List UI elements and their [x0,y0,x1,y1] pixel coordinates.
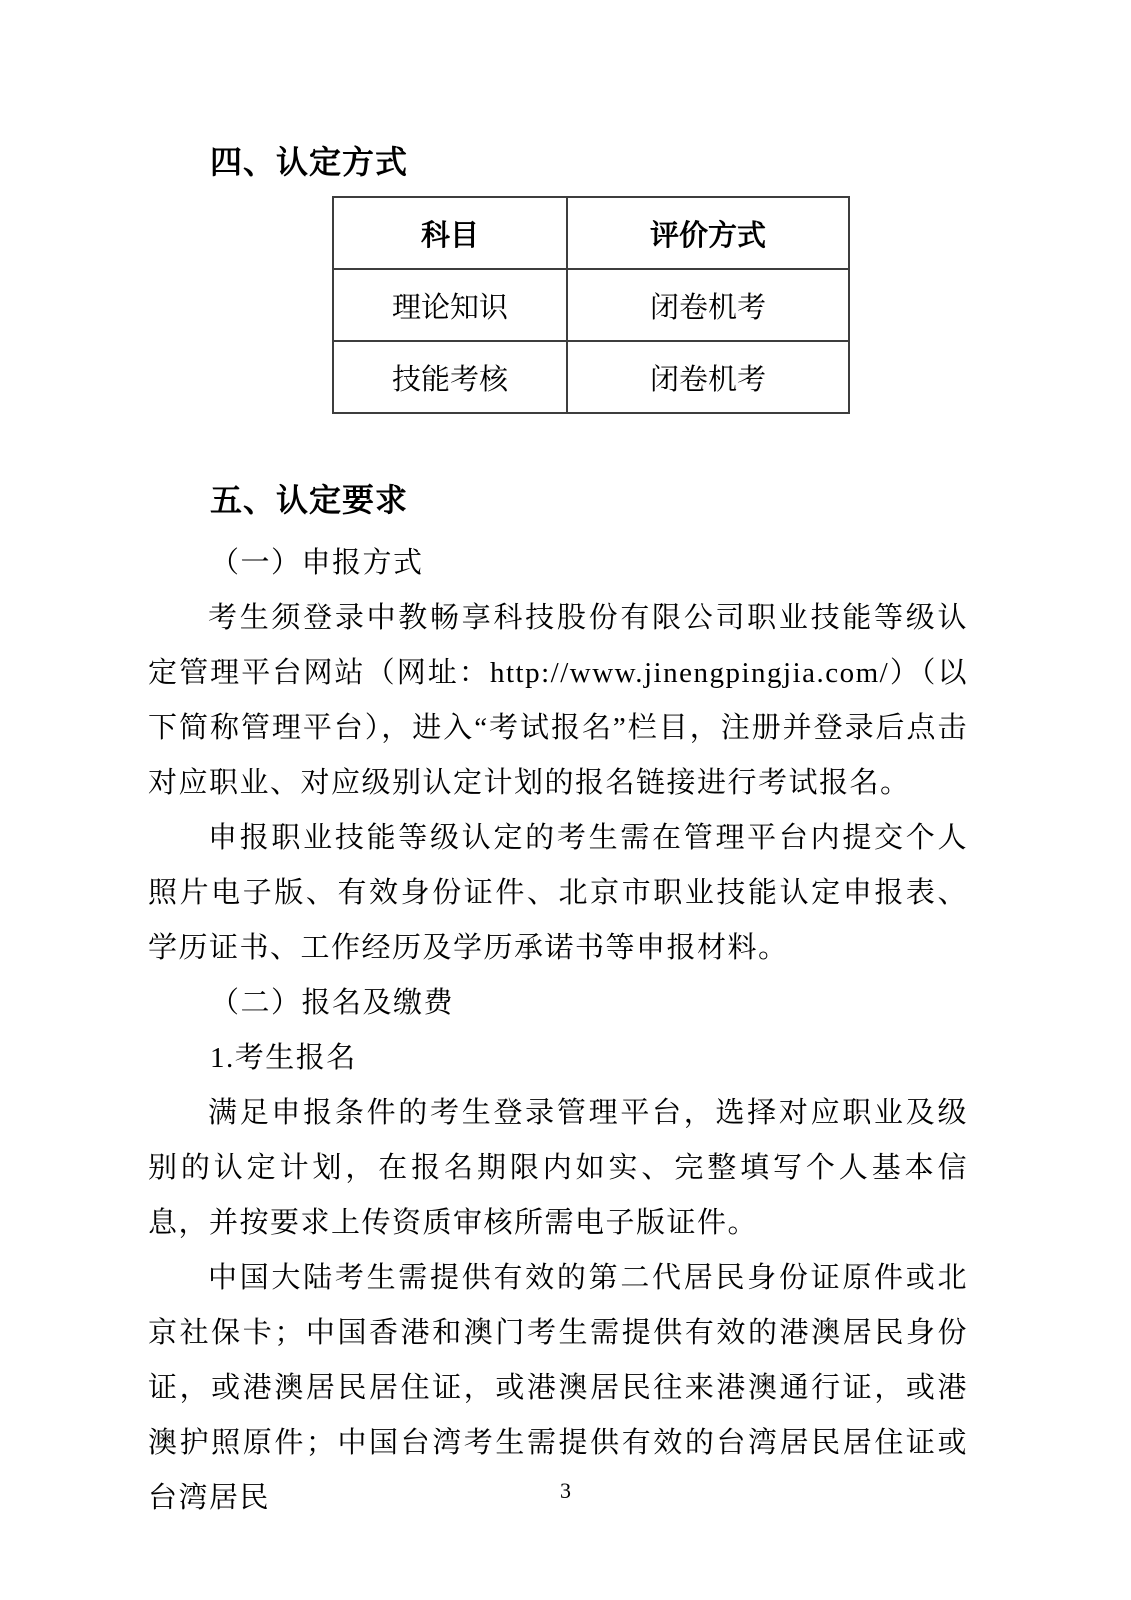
table-header-row [333,197,849,269]
table-cell-subject-2: 技能考核 [333,341,567,413]
paragraph-application-materials: 申报职业技能等级认定的考生需在管理平台内提交个人照片电子版、有效身份证件、北京市职业技能认定申报表、学历证书、工作经历及学历承诺书等申报材料。 [148,822,968,964]
table-header-evaluation-method: 评价方式 [567,197,849,269]
item-1-heading: 1.考生报名 [210,1042,357,1074]
table-row [333,341,849,413]
assessment-method-table [332,196,850,414]
paragraph-id-requirements: 中国大陆考生需提供有效的第二代居民身份证原件或北京社保卡；中国香港和澳门考生需提供有效的港澳居民身份证，或港澳居民居住证，或港澳居民往来港澳通行证，或港澳护照原件；中国台湾考生需提供有效的台湾居民居住证或台湾居民 [148,1262,968,1514]
table-cell-method-1: 闭卷机考 [567,269,849,341]
table-cell-subject-1: 理论知识 [333,269,567,341]
section-4-heading: 四、认定方式 [210,144,409,180]
table-cell-method-2: 闭卷机考 [567,341,849,413]
page-content [148,142,968,1526]
paragraph-application-method: 考生须登录中教畅享科技股份有限公司职业技能等级认定管理平台网站（网址：http://www.jinengpingjia.com/）（以下简称管理平台），进入“考试报名”栏目，注册并登录后点击对应职业、对应级别认定计划的报名链接进行考试报名。 [148,602,968,799]
table-header-subject: 科目 [333,197,567,269]
subsection-1-heading: （一）申报方式 [210,547,424,579]
paragraph-candidate-registration: 满足申报条件的考生登录管理平台，选择对应职业及级别的认定计划，在报名期限内如实、完整填写个人基本信息，并按要求上传资质审核所需电子版证件。 [148,1097,968,1239]
subsection-2-heading: （二）报名及缴费 [210,987,455,1019]
page-number: 3 [560,1478,571,1503]
table-row [333,269,849,341]
section-5-heading: 五、认定要求 [210,482,409,518]
